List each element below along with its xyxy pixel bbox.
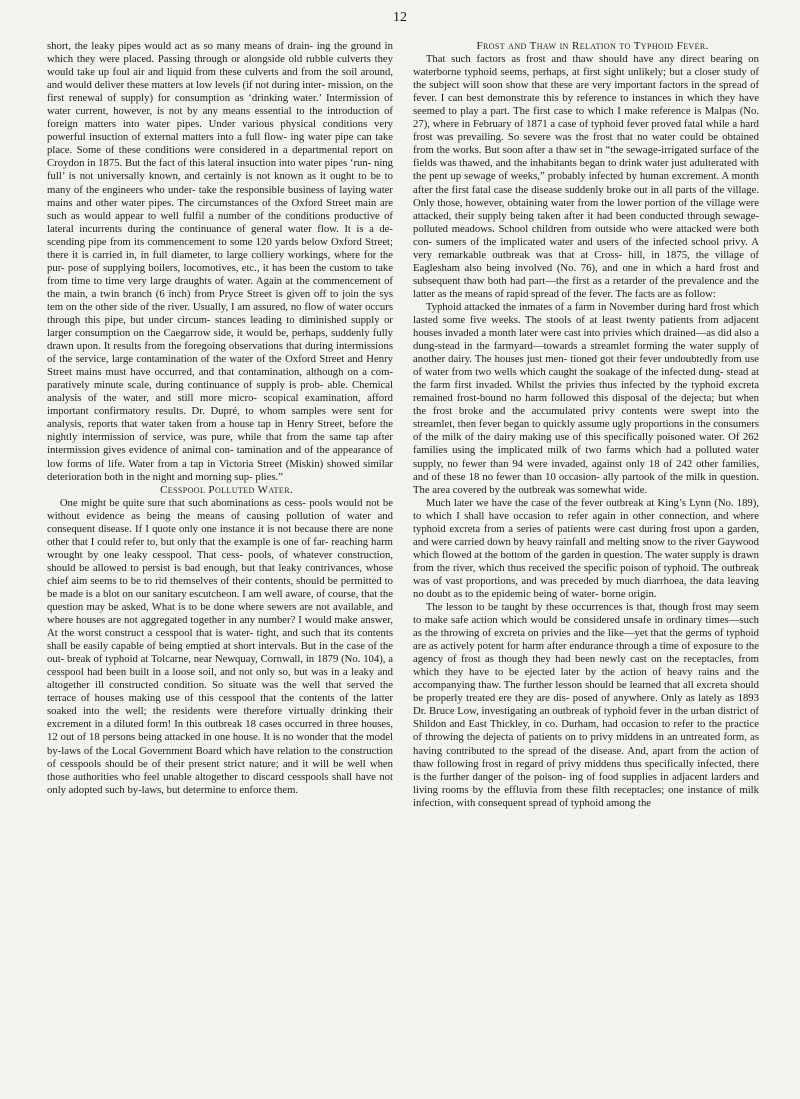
text-columns [47,40,759,810]
section-heading-frost-thaw: Frost and Thaw in Relation to Typhoid Fever. [476,40,709,52]
paragraph: One might be quite sure that such abominations as cess- pools would not be without evidence as being the means of causing pollution of water and consequent disease. If I quote only one instance it is not because there are none other that I could refer to, but only that the example is one of far- reaching harm wrought by one leaky cesspool. That cess- pools, of whatever construction, should be allowed to persist is bad enough, but that leaky contrivances, whose chief aim seems to be to rid themselves of their contents, should be permitted to be made is a blot on our sanitary escutcheon. I am well aware, of course, that the question may be asked, What is to be done where sewers are not available, and where houses are not aggregated together in any number? I would make answer, At the worst construct a cesspool that is water- tight, and such that its contents shall be easily capable of being emptied at short intervals. But in the case of the out- break of typhoid at Tolcarne, near Newquay, Cornwall, in 1879 (No. 104), a cesspool had been built in a loose soil, and not only so, but was in a leaky and altogether ill constructed condition. So situate was the well that served the terrace of houses making use of this cesspool that the contents of the latter soaked into the well; the residents were therefore virtually drinking their excrement in a diluted form! In this outbreak 18 cases occurred in three houses, 12 out of 18 persons being attacked in one house. It is no wonder that the model by-laws of the Local Government Board which have relation to the construction of cesspools should be of their present strict nature; and it will be well when those authorities who feel unable altogether to discard cesspools shall have not only adopted such by-laws, but determine to enforce them. [47,496,393,796]
paragraph: The lesson to be taught by these occurrences is that, though frost may seem to make safe action which would be considered unsafe in ordinary times—such as the throwing of excreta on privies and the like—yet that the germs of typhoid are as actively potent for harm after endurance through a time of exposure to the agency of frost as though they had been newly cast on the receptacles, from which they have to be ejected later by the action of heavy rains and the accompanying thaw. The further lesson should be learned that all excreta should be properly treated ere they are dis- posed of anywhere. Only as lately as 1893 Dr. Bruce Low, investigating an outbreak of typhoid fever in the urban district of Shildon and East Thickley, in co. Durham, had occasion to refer to the practice of throwing the dejecta of patients on to privy middens in an untreated form, as having contributed to the spread of the disease. And, apart from the action of thaw following frost in regard of privy middens thus specifically infected, there is the further danger of the poison- ing of food supplies in adjacent larders and living rooms by the effluvia from these filth receptacles; one instance of milk infection, with consequent spread of typhoid among the [413,601,759,809]
left-column [47,40,393,810]
right-column [413,40,759,810]
paragraph: short, the leaky pipes would act as so many means of drain- ing the ground in which they were placed. Passing through or alongside old rubble culverts they would take up foul air and liquid from these culverts and from the soil around, and would deliver these matters at low levels (if not during inter- mission, on the first renewal of supply) for consumption as ‘drinking water.’ Intermission of water current, however, is not by any means essential to the introduction of foreign matters into water pipes. Under various physical conditions very powerful insuction of external matters into a full flow- ing water pipe can take place. Some of these conditions were considered in a departmental report on Croydon in 1875. But the fact of this lateral insuction into water pipes ‘run- ning full’ is not universally known, and certainly is not known as it ought to be to many of the engineers who under- take the responsible business of laying water mains and other water pipes. The circumstances of the Oxford Street main are such as would appear to well fulfil a number of the conditions productive of lateral incurrents during the continuance of general water flow. It is a de- scending pipe from its commencement to some 120 yards below Oxford Street; there it is carried in, in full diameter, to large colliery workings, where for the pur- pose of supplying boilers, locomotives, etc., it has been the custom to take from time to time very large draughts of water. Again at the commencement of the main, a twin branch (6 inch) from Pryce Street is given off to join the sys tem on the other side of the river. Usually, I am assured, no flow of water occurs through this pipe, but under circum- stances leading to diminished supply or larger consumption on the Caegarrow side, it would be, perhaps, suddenly fully drawn upon. It results from the foregoing observations that during intermissions of the service, large contamination of the water of the Oxford Street and Henry Street mains must have occurred, and that contamination, although on a com- paratively minute scale, during continuance of supply is prob- able. Chemical analysis of the water, and still more micro- scopical examination, afford important confirmatory results. Dr. Dupré, to whom samples were sent for analysis, reports that water taken from a house tap in Henry Street, before the nightly intermission of service, was pure, while that from the same tap after intermission gives evidence of animal con- tamination and of the appearance of low forms of life. Water from a tap in Victoria Street (Miskin) showed similar deterioration both in the night and morning sup- plies.” [47,40,393,483]
page-number: 12 [393,10,407,25]
paragraph: That such factors as frost and thaw should have any direct bearing on waterborne typhoid seems, perhaps, at first sight unlikely; but a closer study of the subject will soon show that these are very important factors in the spread of fever. I can best demonstrate this by reference to instances in which they have seemed to play a part. The first case to which I make reference is Malpas (No. 27), where in February of 1871 a case of typhoid fever proved fatal while a hard frost was prevailing. So severe was the frost that no water could be obtained from the works. But soon after a thaw set in “the sewage-irrigated surface of the fields was thawed, and the inhabitants began to drink water just adulterated with the pent up sewage of weeks,” probably infected by human excrement. A month after the first fatal case the disease suddenly broke out in all parts of the village. Only those, however, obtaining water from the lower portion of the village were attacked, their supply being taken after it had been conducted through sewage-polluted meadows. School children from outside who were attacked were both con- sumers of the implicated water and users of the infected school privy. A very remarkable outbreak was that at Cross- hill, in 1875, the village of Eaglesham also being involved (No. 76), and one in which a hard frost and subsequent thaw both had part—the first as a retarder of the prevalence and the latter as the means of rapid spread of the fever. The facts are as follow: [413,53,759,300]
section-heading-cesspool: Cesspool Polluted Water. [160,483,294,496]
paragraph: Much later we have the case of the fever outbreak at King’s Lynn (No. 189), to which I shall have occasion to refer again in other connection, and where typhoid excreta from a series of patients were cast during frost upon a garden, and were carried down by heavy rainfall and melting snow to the river Gaywood which flowed at the bottom of the garden in question. The water supply is drawn from the river, which thus received the specific poison of typhoid. The outbreak was of vast proportions, and was preceded by much diarrhoea, the data leaving no doubt as to the epidemic being of water- borne origin. [413,496,759,600]
paragraph: Typhoid attacked the inmates of a farm in November during hard frost which lasted some five weeks. The stools of at least twenty patients from adjacent houses invaded a month later were cast into privies which drained—as did also a dung-stead in the farmyard—towards a streamlet forming the water supply of another dairy. The houses just men- tioned got their fever undoubtedly from use of water from two wells which caught the soakage of the infected dung- stead at the farm first invaded. Whilst the privies thus infected by the typhoid excreta remained frost-bound no harm followed this disposal of the dejecta; but when the frost broke and the accumulated privy contents were swept into the streamlet, then fever began to quickly assume ugly proportions in the consumers of the milk of the dairy making use of this specifically poisoned water. Of 262 families using the implicated milk of two farms which had a polluted water supply, no fewer than 94 were invaded, against only 18 of 242 other families, and of these 18 no fewer than 10 occasion- ally partook of the milk in question. The area covered by the outbreak was somewhat wide. [413,300,759,496]
